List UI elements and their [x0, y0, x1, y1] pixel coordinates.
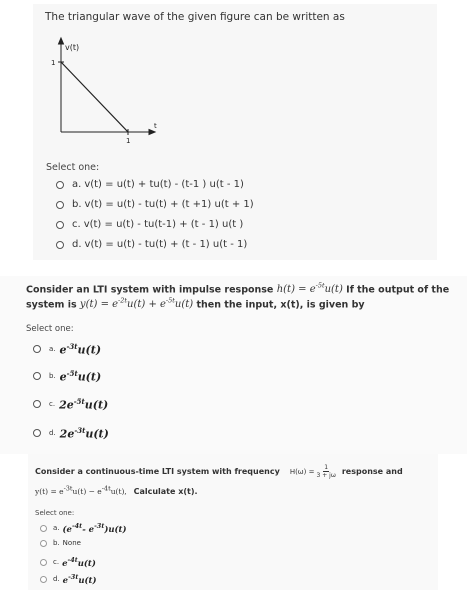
radio-button[interactable] [40, 576, 47, 583]
option-letter: b. [53, 539, 60, 547]
option-text: None [62, 539, 81, 547]
question-3-option-a[interactable] [40, 522, 127, 535]
question-2-line-2 [26, 297, 365, 310]
radio-button[interactable] [33, 400, 41, 408]
option-text: v(t) = u(t) - tu(t) + (t - 1) u(t - 1) [84, 239, 248, 250]
x-tick-label: 1 [126, 137, 131, 144]
option-text: v(t) = u(t) + tu(t) - (t-1 ) u(t - 1) [84, 179, 244, 190]
option-formula: $2e^{-3t}u(t)$ [59, 426, 109, 441]
option-letter: b. [72, 199, 82, 210]
option-letter: d. [53, 575, 60, 584]
option-text: v(t) = u(t) - tu(t-1) + (t - 1) u(t ) [83, 219, 244, 230]
radio-button[interactable] [40, 525, 47, 532]
radio-button[interactable] [40, 540, 47, 547]
question-3-line-2 [35, 484, 198, 496]
option-letter: b. [49, 372, 56, 381]
option-formula: ($e^{-4t}-$ $e^{-3t})u(t)$ [62, 522, 127, 535]
triangular-wave-graph [51, 34, 161, 144]
prompt-text: response and [341, 467, 403, 476]
option-letter: c. [49, 400, 56, 409]
question-3-panel [28, 454, 438, 590]
radio-button[interactable] [40, 559, 47, 566]
radio-button[interactable] [33, 345, 41, 353]
question-1-prompt: The triangular wave of the given figure can be written as [45, 11, 345, 23]
question-3-option-b[interactable] [40, 539, 81, 547]
option-formula: $e^{-5t}u(t)$ [59, 369, 102, 384]
question-1-option-c[interactable] [56, 219, 243, 230]
option-letter: c. [72, 219, 81, 230]
radio-button[interactable] [56, 201, 64, 209]
option-formula: $e^{-3t}u(t)$ [62, 573, 97, 586]
question-3-line-1 [35, 464, 403, 479]
question-2-select-label: Select one: [26, 324, 74, 334]
question-1-option-b[interactable] [56, 199, 254, 210]
output-formula: $y(t) = e^{-2t}u(t) + e^{-5t}u(t)$ [79, 297, 194, 311]
radio-button[interactable] [56, 241, 64, 249]
prompt-text: Calculate x(t). [133, 486, 198, 496]
frequency-response-formula: H(ω) = $\frac{1}{3 + j\omega}$ [289, 464, 336, 479]
x-axis-arrow [149, 130, 155, 135]
option-letter: c. [53, 558, 60, 567]
prompt-text: Consider an LTI system with impulse response [26, 284, 274, 296]
question-2-option-b[interactable] [33, 369, 101, 384]
question-3-select-label: Select one: [35, 509, 75, 517]
question-2-option-d[interactable] [33, 426, 109, 441]
option-formula: $e^{-4t}u(t)$ [62, 556, 96, 569]
question-1-select-label: Select one: [46, 162, 100, 173]
question-1-option-a[interactable] [56, 179, 244, 190]
option-text: v(t) = u(t) - tu(t) + (t +1) u(t + 1) [84, 199, 254, 210]
y-axis-label: v(t) [65, 43, 80, 52]
y-tick-label: 1 [51, 59, 56, 67]
option-letter: d. [72, 239, 82, 250]
question-3-option-d[interactable] [40, 573, 96, 586]
option-letter: a. [72, 179, 82, 190]
question-3-option-c[interactable] [40, 556, 96, 569]
prompt-text: then the input, x(t), is given by [196, 299, 365, 311]
ramp-line [61, 62, 128, 132]
radio-button[interactable] [56, 221, 64, 229]
option-letter: a. [53, 524, 60, 533]
question-2-line-1 [26, 282, 449, 295]
prompt-text: If the output of the [346, 284, 450, 296]
question-2-option-a[interactable] [33, 342, 101, 357]
x-axis-label: t [154, 122, 157, 130]
option-formula: $e^{-3t}u(t)$ [59, 342, 102, 357]
question-1-panel [33, 4, 437, 260]
prompt-text: Consider a continuous-time LTI system with frequency [35, 467, 280, 476]
option-letter: d. [49, 429, 56, 438]
radio-button[interactable] [33, 429, 41, 437]
impulse-response-formula: $h(t) = e^{-5t}u(t)$ [276, 282, 343, 296]
prompt-text: system is [26, 299, 77, 311]
question-2-panel [0, 276, 467, 454]
question-1-option-d[interactable] [56, 239, 247, 250]
radio-button[interactable] [33, 372, 41, 380]
output-formula: $y(t) = e^{-3t}u(t) - e^{-4t}u(t)$, [35, 484, 127, 496]
radio-button[interactable] [56, 181, 64, 189]
option-formula: $2e^{-5t}u(t)$ [59, 397, 109, 412]
option-letter: a. [49, 345, 56, 354]
y-axis-arrow [59, 38, 64, 44]
question-2-option-c[interactable] [33, 397, 108, 412]
